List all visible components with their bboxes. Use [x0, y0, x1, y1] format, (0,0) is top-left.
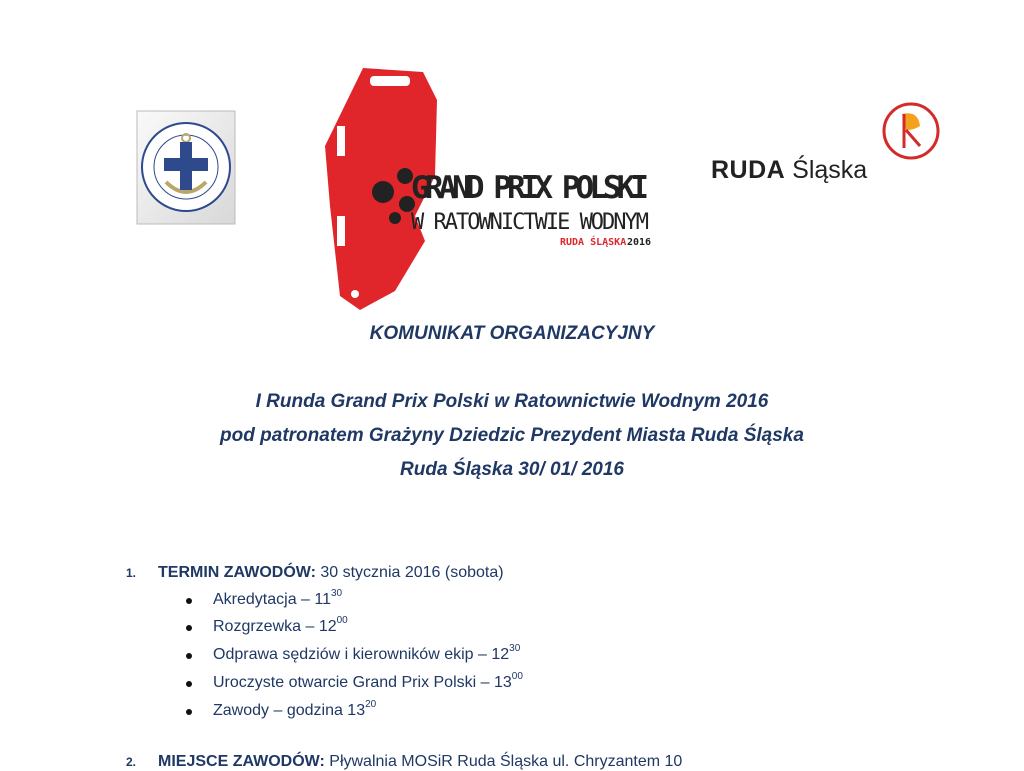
gp-line1: GRAND PRIX POLSKI	[411, 170, 649, 206]
subtitle-line-2: pod patronatem Grażyny Dziedzic Prezydent Miasta Ruda Śląska	[220, 425, 804, 446]
svg-text:RUDA ŚLĄSKA: RUDA ŚLĄSKA	[560, 237, 627, 248]
section-2: 2. MIEJSCE ZAWODÓW: Pływalnia MOSiR Ruda Śląska ul. Chryzantem 10	[126, 753, 683, 770]
ruda-slaska-logo	[708, 100, 948, 190]
section-1: 1. TERMIN ZAWODÓW: 30 stycznia 2016 (sobota)	[126, 564, 504, 581]
subtitle-line-3: Ruda Śląska 30/ 01/ 2016	[400, 459, 624, 480]
svg-text:W RATOWNICTWIE WODNYM: W RATOWNICTWIE WODNYM	[411, 210, 649, 235]
wopr-logo	[136, 110, 236, 225]
section-heading: MIEJSCE ZAWODÓW:	[158, 753, 325, 770]
document-title: KOMUNIKAT ORGANIZACYJNY	[369, 323, 655, 344]
section-heading: TERMIN ZAWODÓW:	[158, 564, 316, 581]
grand-prix-logo	[315, 66, 655, 312]
svg-text:2016: 2016	[627, 237, 652, 248]
subtitle-line-1: I Runda Grand Prix Polski w Ratownictwie Wodnym 2016	[255, 391, 769, 412]
ruda-bold: RUDA	[711, 156, 786, 184]
ruda-light: Śląska	[792, 156, 868, 184]
